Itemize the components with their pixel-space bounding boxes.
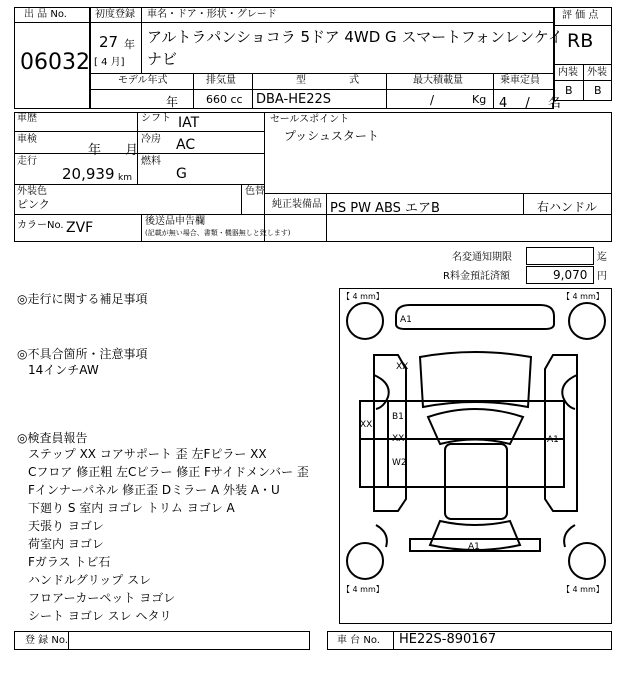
chassis-label: 車 台 No. bbox=[337, 635, 380, 646]
inspector-line: シート ヨゴレ スレ ヘタリ bbox=[28, 609, 172, 623]
mileage-unit: km bbox=[118, 173, 132, 183]
notice-unit: 迄 bbox=[597, 252, 607, 263]
type-value: DBA-HE22S bbox=[256, 92, 332, 107]
displacement-value: 660 cc bbox=[206, 93, 243, 106]
reg-year: 27 bbox=[99, 33, 119, 51]
front-bumper bbox=[396, 305, 554, 329]
tire-depth-front-right: 【 4 mm】 bbox=[562, 292, 604, 301]
displacement-label: 排気量 bbox=[206, 75, 236, 86]
model-name-2: ナビ bbox=[147, 50, 178, 68]
exterior-label: 外装 bbox=[587, 67, 607, 78]
inspector-line: ハンドルグリップ スレ bbox=[28, 573, 152, 587]
reg-no-label: 登 録 No. bbox=[25, 635, 68, 646]
damage-mark: XX bbox=[360, 420, 373, 430]
sales-value: プッシュスタート bbox=[284, 129, 379, 143]
year-unit: 年 bbox=[124, 38, 135, 51]
inspection-value: 年 月 bbox=[88, 143, 139, 158]
recycle-label: R料金預託済額 bbox=[443, 271, 510, 282]
color-value: ピンク bbox=[17, 198, 50, 211]
score-value: RB bbox=[567, 30, 594, 52]
color-no-label: カラーNo. bbox=[17, 220, 64, 231]
damage-mark: B1 bbox=[392, 412, 404, 422]
steering-value: 右ハンドル bbox=[537, 200, 598, 214]
hood bbox=[420, 352, 531, 407]
notice-box bbox=[526, 247, 594, 265]
mileage-label: 走行 bbox=[17, 156, 37, 167]
notice-label: 名変通知期限 bbox=[452, 252, 512, 263]
load-value: / bbox=[430, 93, 435, 107]
lot-label: 出 品 No. bbox=[24, 9, 67, 20]
inspection-label: 車検 bbox=[17, 134, 37, 145]
equip-label: 純正装備品 bbox=[272, 199, 322, 210]
reg-label: 初度登録 bbox=[95, 9, 135, 20]
car-diagram bbox=[339, 288, 612, 624]
damage-mark: A1 bbox=[400, 315, 412, 325]
damage-mark: XX bbox=[396, 362, 409, 372]
defects-title: ◎不具合箇所・注意事項 bbox=[17, 347, 148, 361]
exterior-grade: B bbox=[594, 84, 602, 97]
shift-value: IAT bbox=[178, 115, 200, 131]
inspector-line: Fインナーパネル 修正歪 Dミラー A 外装 A・U bbox=[28, 483, 280, 497]
lot-number: 06032 bbox=[20, 50, 90, 75]
fuel-label: 燃料 bbox=[141, 156, 161, 167]
equip-value: PS PW ABS エアB bbox=[330, 201, 440, 216]
tire-depth-rear-right: 【 4 mm】 bbox=[562, 585, 604, 594]
year-model-value: 年 bbox=[166, 95, 179, 109]
fuel-value: G bbox=[176, 166, 187, 182]
interior-grade: B bbox=[565, 84, 573, 97]
aftermarket-label: 後送品申告欄 bbox=[145, 216, 205, 227]
load-label: 最大積載量 bbox=[413, 75, 463, 86]
roof bbox=[445, 444, 507, 519]
ac-label: 冷房 bbox=[141, 134, 161, 145]
tire-front-left bbox=[347, 303, 383, 339]
chassis-value: HE22S-890167 bbox=[399, 632, 497, 647]
recycle-value: 9,070 bbox=[553, 268, 588, 282]
color-label: 外装色 bbox=[17, 186, 47, 197]
inspector-title: ◎検査員報告 bbox=[17, 431, 88, 445]
history-label: 車歴 bbox=[17, 113, 37, 124]
inspector-line: Fガラス トビ石 bbox=[28, 555, 111, 569]
defects-line: 14インチAW bbox=[28, 363, 99, 377]
tire-depth-rear-left: 【 4 mm】 bbox=[342, 585, 384, 594]
color-no-value: ZVF bbox=[66, 220, 94, 236]
color-change-label: 色替 bbox=[245, 186, 265, 197]
sales-label: セールスポイント bbox=[270, 114, 350, 125]
shift-label: シフト bbox=[141, 113, 171, 124]
inspector-line: 荷室内 ヨゴレ bbox=[28, 537, 104, 551]
model-label: 車名・ドア・形状・グレード bbox=[147, 9, 277, 20]
capacity-label: 乗車定員 bbox=[500, 75, 540, 86]
reg-month: [ 4 月] bbox=[94, 57, 125, 68]
tire-depth-front-left: 【 4 mm】 bbox=[342, 292, 384, 301]
inspector-line: 下廻り S 室内 ヨゴレ トリム ヨゴレ A bbox=[28, 501, 235, 515]
inspector-line: ステップ XX コアサポート 歪 左Fピラー XX bbox=[28, 447, 267, 461]
tire-rear-left bbox=[347, 543, 383, 579]
tire-rear-right bbox=[569, 543, 605, 579]
mileage-value: 20,939 bbox=[62, 165, 115, 183]
year-model-label: モデル年式 bbox=[118, 75, 168, 86]
driving-title: ◎走行に関する補足事項 bbox=[17, 292, 148, 306]
model-name: アルトラパンショコラ 5ドア 4WD G スマートフォンレンケイ bbox=[147, 28, 563, 46]
capacity-value: 4 / 名 bbox=[499, 96, 561, 111]
aftermarket-note: (記載が無い場合、書類・機器無しと致します) bbox=[145, 229, 291, 237]
car-outline-svg bbox=[340, 289, 611, 623]
tire-front-right bbox=[569, 303, 605, 339]
type-label: 型 式 bbox=[296, 75, 380, 86]
score-label: 評 価 点 bbox=[562, 10, 599, 21]
ac-value: AC bbox=[176, 137, 196, 153]
load-unit: Kg bbox=[472, 93, 487, 106]
recycle-unit: 円 bbox=[597, 271, 607, 282]
interior-label: 内装 bbox=[558, 67, 578, 78]
inspector-line: Cフロア 修正粗 左Cピラー 修正 Fサイドメンバー 歪 bbox=[28, 465, 309, 479]
damage-mark: A1 bbox=[547, 435, 559, 445]
inspector-line: 天張り ヨゴレ bbox=[28, 519, 104, 533]
damage-mark: XX bbox=[392, 434, 405, 444]
damage-mark: W2 bbox=[392, 458, 407, 468]
damage-mark: A1 bbox=[468, 542, 480, 552]
inspector-line: フロアーカーペット ヨゴレ bbox=[28, 591, 176, 605]
